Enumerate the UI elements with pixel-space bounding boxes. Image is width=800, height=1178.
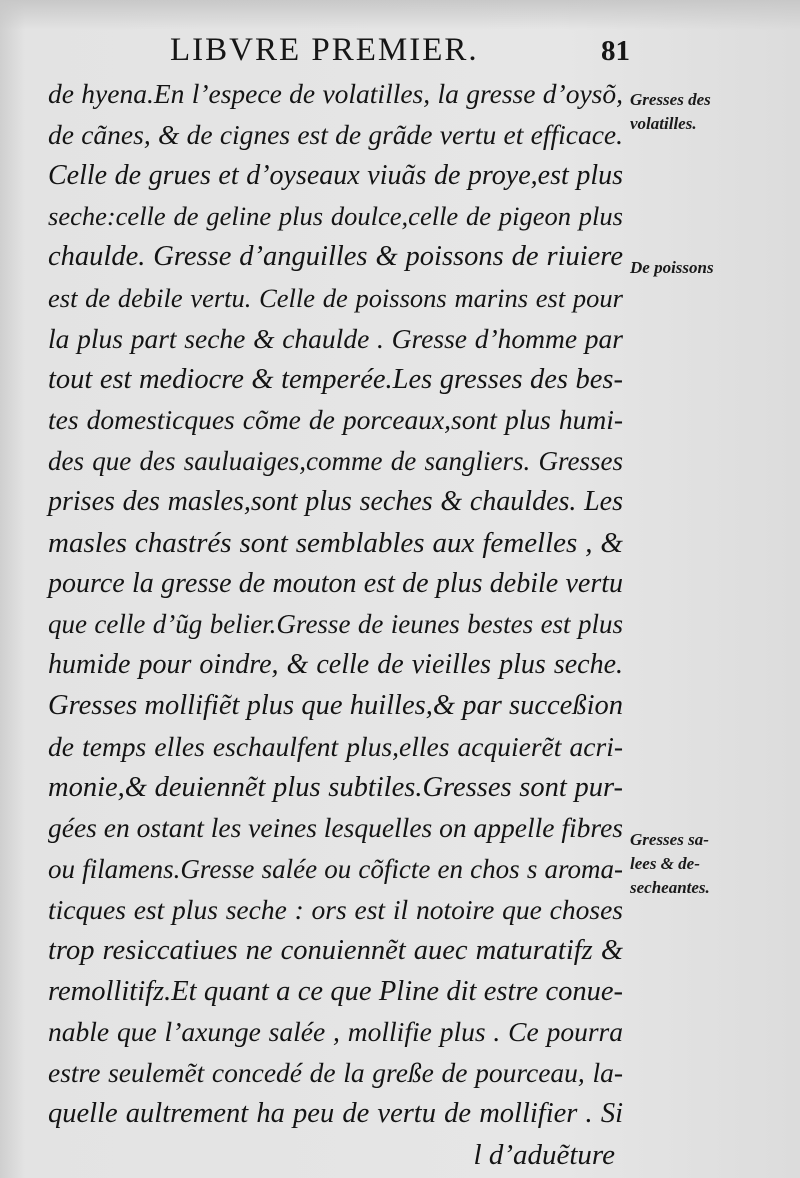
text-line: pource la gresse de mouton est de plus debile vertu bbox=[48, 567, 623, 599]
text-line: de cãnes, & de cignes est de grãde vertu et efficace. bbox=[48, 118, 623, 150]
text-line: trop resiccatiues ne conuiennẽt auec maturatifz & bbox=[48, 934, 623, 966]
running-head bbox=[0, 32, 800, 72]
text-line: masles chastrés sont semblables aux femelles , & bbox=[48, 526, 623, 559]
page-number: 81 bbox=[601, 35, 630, 67]
text-line: quelle aultrement ha peu de vertu de mollifier . Si bbox=[48, 1097, 623, 1129]
text-line: des que des sauluaiges,comme de sangliers. Gresses bbox=[48, 446, 623, 477]
text-line: Gresses mollifiẽt plus que huilles,& par succeßion bbox=[48, 689, 623, 721]
margin-note-poissons: De poissons bbox=[630, 258, 714, 277]
text-line: de temps elles eschaulfent plus,elles acquierẽt acri- bbox=[48, 730, 623, 762]
margin-note-volatilles: Gresses des volatilles. bbox=[630, 90, 711, 133]
text-line: estre seulemẽt concedé de la greße de pourceau, la- bbox=[48, 1057, 623, 1089]
text-line: ou filamens.Gresse salée ou cõficte en chos s aroma- bbox=[48, 854, 623, 885]
text-line: ticques est plus seche : ors est il notoire que choses bbox=[48, 893, 623, 925]
text-line: monie,& deuiennẽt plus subtiles.Gresses sont pur- bbox=[48, 771, 623, 803]
text-line: est de debile vertu. Celle de poissons marins est pour bbox=[48, 282, 623, 313]
page-title: LIBVRE PREMIER. bbox=[170, 32, 479, 68]
text-line: humide pour oindre, & celle de vieilles plus seche. bbox=[48, 649, 623, 681]
body-text bbox=[48, 74, 623, 1176]
catchword-line: l d’aduẽture bbox=[473, 1138, 615, 1171]
text-line: prises des masles,sont plus seches & chauldes. Les bbox=[48, 485, 623, 517]
text-line: tout est mediocre & temperée.Les gresses des bes- bbox=[48, 363, 623, 395]
text-line: la plus part seche & chaulde . Gresse d’homme par bbox=[48, 322, 623, 354]
text-line: gées en ostant les veines lesquelles on appelle fibres bbox=[48, 812, 623, 844]
text-line: de hyena.En l’espece de volatilles, la gresse d’oysõ, bbox=[48, 78, 623, 109]
text-line: seche:celle de geline plus doulce,celle de pigeon plus bbox=[48, 201, 623, 232]
margin-note-gresses-salees: Gresses sa- lees & de- secheantes. bbox=[630, 830, 710, 897]
text-line: tes domesticques cõme de porceaux,sont plus humi- bbox=[48, 404, 623, 436]
text-line: que celle d’ũg belier.Gresse de ieunes bestes est plus bbox=[48, 609, 623, 640]
text-line: nable que l’axunge salée , mollifie plus . Ce pourra bbox=[48, 1016, 623, 1048]
text-line: remollitifz.Et quant a ce que Pline dit estre conue- bbox=[48, 975, 623, 1007]
text-line: chaulde. Gresse d’anguilles & poissons de riuiere bbox=[48, 241, 623, 273]
text-line: Celle de grues et d’oyseaux viuãs de proye,est plus bbox=[48, 159, 623, 191]
